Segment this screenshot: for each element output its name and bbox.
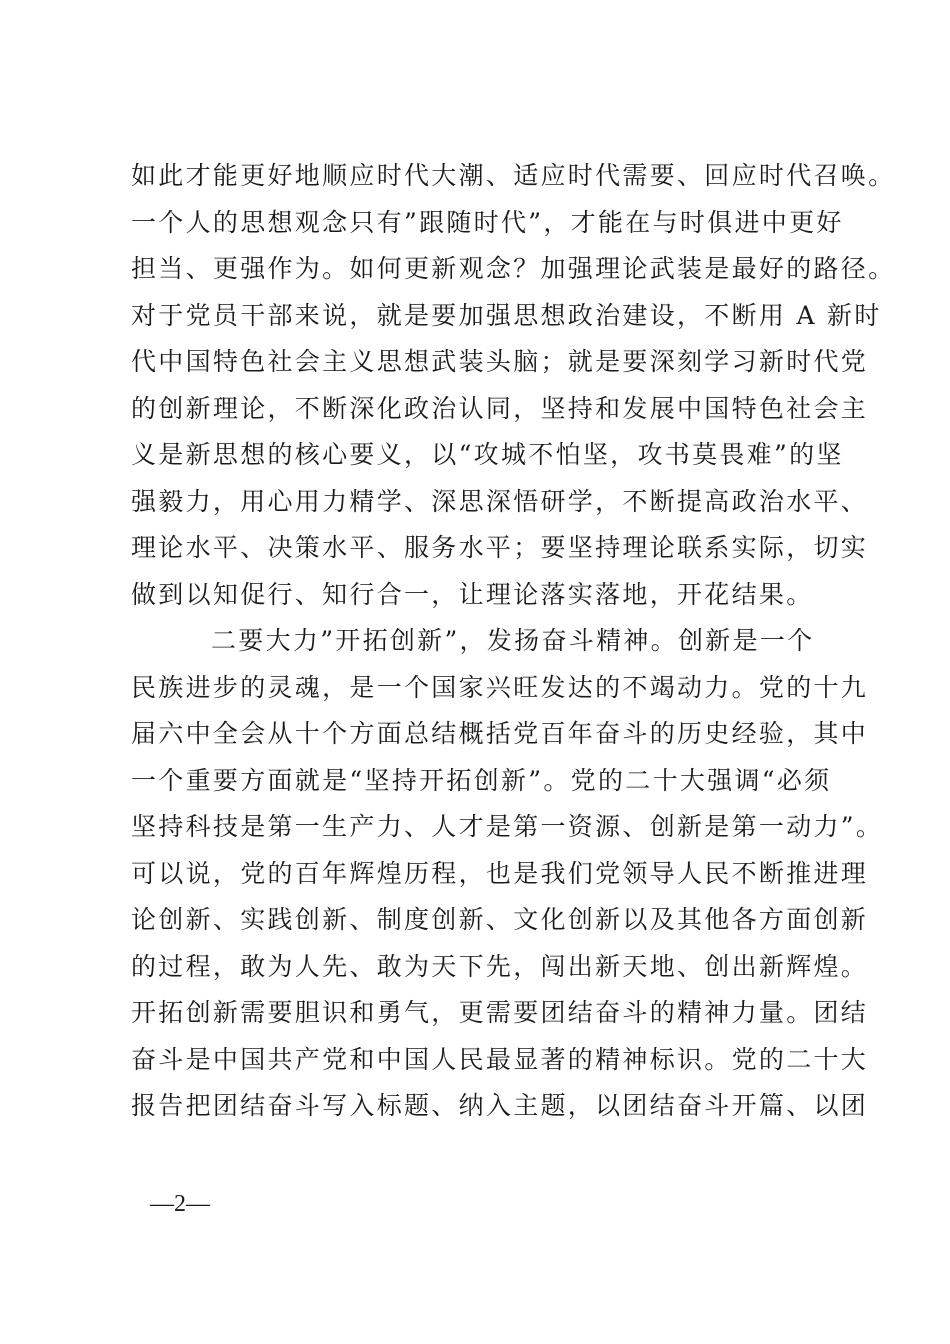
text-line: 论创新、实践创新、制度创新、文化创新以及其他各方面创新 bbox=[131, 905, 869, 934]
text-line: 的创新理论，不断深化政治认同，坚持和发展中国特色社会主 bbox=[131, 393, 869, 423]
text-line: 担当、更强作为。如何更新观念？加强理论武装是最好的路径。 bbox=[131, 254, 896, 283]
text-line: 开拓创新需要胆识和勇气，更需要团结奋斗的精神力量。团结 bbox=[131, 998, 869, 1027]
paragraph-start-line: 二要大力”开拓创新”，发扬奋斗精神。创新是一个 bbox=[211, 626, 815, 655]
text-line: 届六中全会从十个方面总结概括党百年奋斗的历史经验，其中 bbox=[131, 719, 869, 748]
text-line: 理论水平、决策水平、服务水平；要坚持理论联系实际，切实 bbox=[131, 533, 869, 562]
text-line: 一个人的思想观念只有”跟随时代”，才能在与时俱进中更好 bbox=[131, 207, 844, 237]
text-line: 代中国特色社会主义思想武装头脑；就是要深刻学习新时代党 bbox=[131, 347, 869, 376]
text-line: 报告把团结奋斗写入标题、纳入主题，以团结奋斗开篇、以团 bbox=[131, 1091, 869, 1120]
text-line: 的过程，敢为人先、敢为天下先，闯出新天地、创出新辉煌。 bbox=[131, 951, 869, 981]
body-text bbox=[131, 153, 896, 1130]
text-line: 做到以知促行、知行合一，让理论落实落地，开花结果。 bbox=[131, 579, 814, 609]
text-line: 义是新思想的核心要义，以“攻城不怕坚，攻书莫畏难”的坚 bbox=[131, 440, 844, 469]
text-line: 一个重要方面就是“坚持开拓创新”。党的二十大强调“必须 bbox=[131, 765, 832, 795]
text-line: 强毅力，用心用力精学、深思深悟研学，不断提高政治水平、 bbox=[131, 486, 869, 516]
text-line: 奋斗是中国共产党和中国人民最显著的精神标识。党的二十大 bbox=[131, 1044, 869, 1074]
text-line: 对于党员干部来说，就是要加强思想政治建设，不断用 A 新时 bbox=[131, 300, 882, 330]
text-line: 民族进步的灵魂，是一个国家兴旺发达的不竭动力。党的十九 bbox=[131, 672, 869, 702]
text-line: 坚持科技是第一生产力、人才是第一资源、创新是第一动力”。 bbox=[131, 812, 884, 841]
page-number: —2— bbox=[150, 1191, 210, 1217]
text-line: 可以说，党的百年辉煌历程，也是我们党领导人民不断推进理 bbox=[131, 858, 869, 888]
text-line: 如此才能更好地顺应时代大潮、适应时代需要、回应时代召唤。 bbox=[131, 161, 896, 190]
